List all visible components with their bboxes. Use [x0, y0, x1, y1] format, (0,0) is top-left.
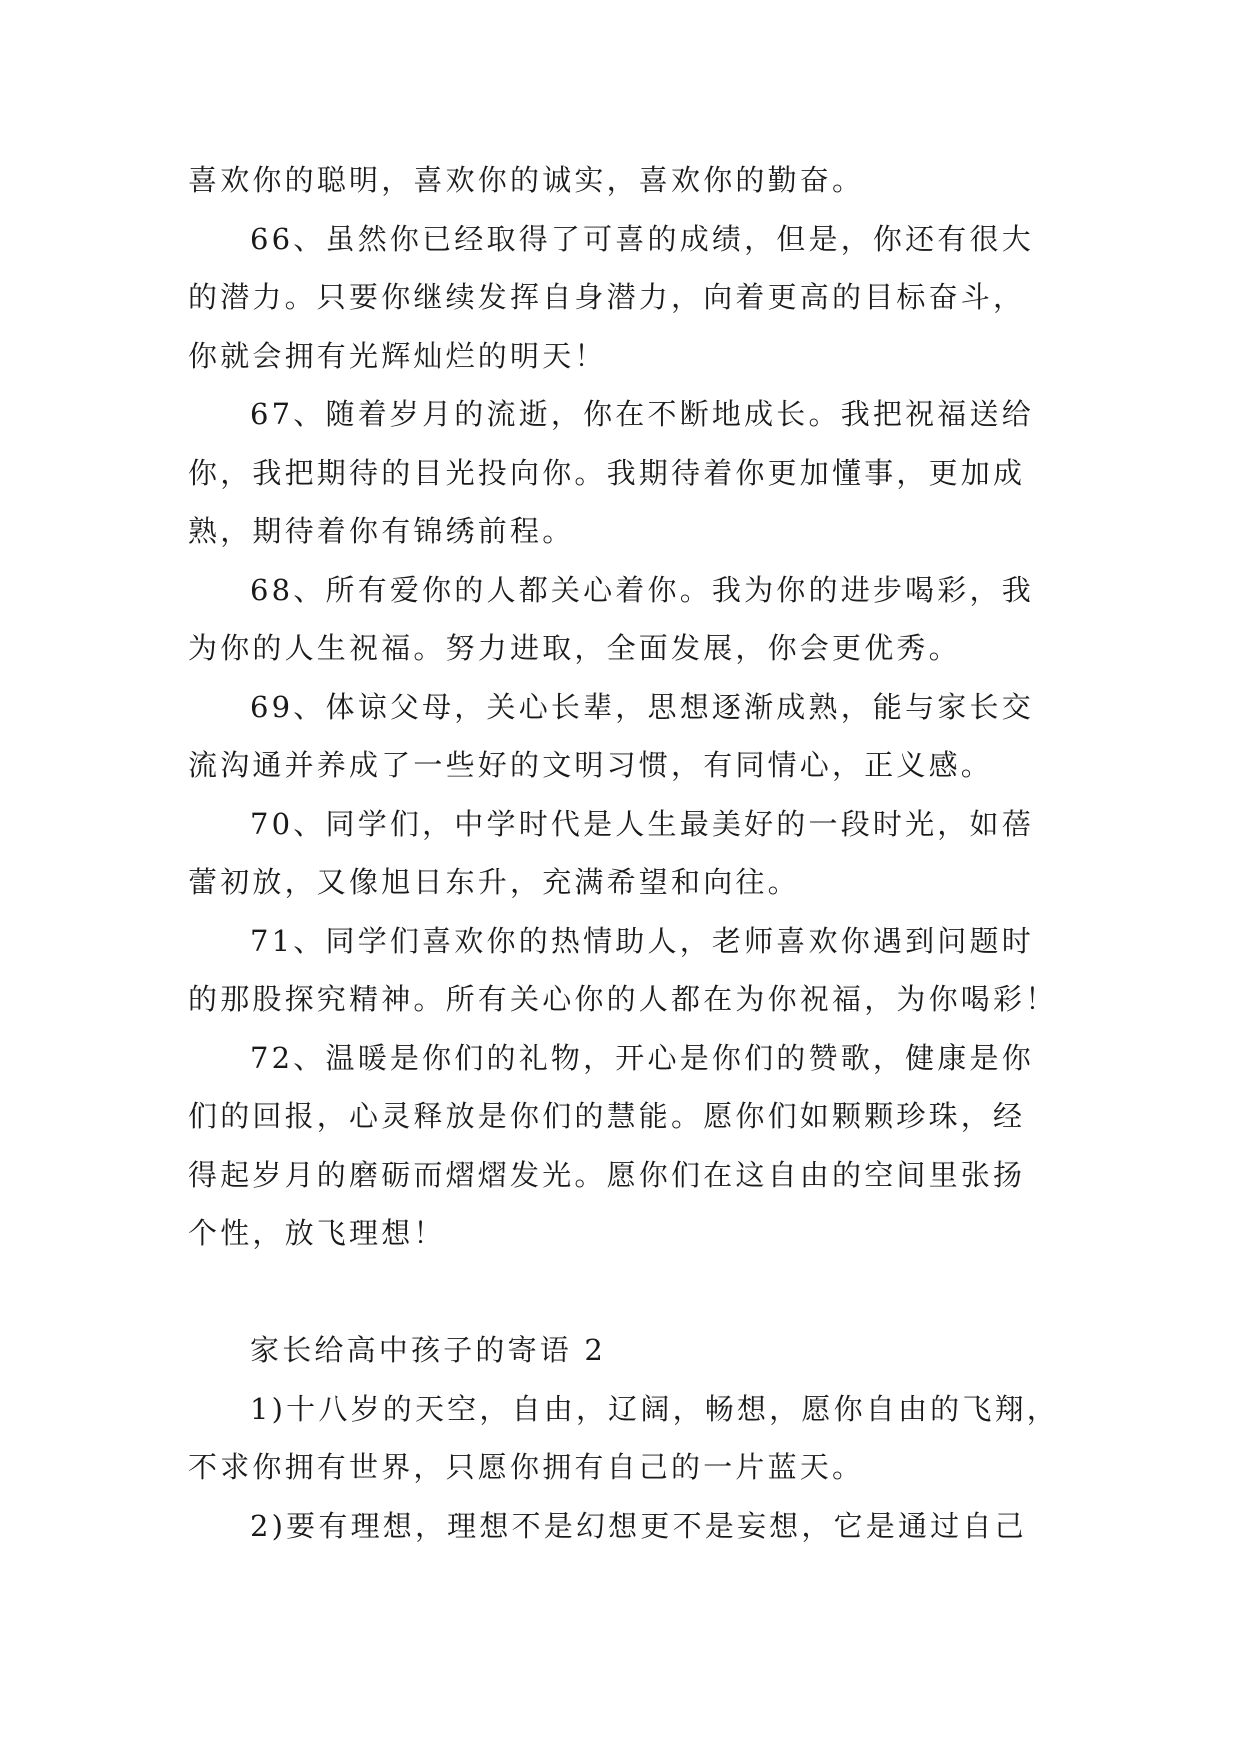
- item-66-line-1: 66、虽然你已经取得了可喜的成绩，但是，你还有很大: [250, 221, 1034, 256]
- section-item-1-line-2: 不求你拥有世界，只愿你拥有自己的一片蓝天。: [188, 1450, 865, 1484]
- item-70-line-1: 70、同学们，中学时代是人生最美好的一段时光，如蓓: [250, 806, 1034, 841]
- item-66-line-2: 的潜力。只要你继续发挥自身潜力，向着更高的目标奋斗，: [188, 280, 1026, 314]
- item-67-line-2: 你，我把期待的目光投向你。我期待着你更加懂事，更加成: [188, 455, 1026, 490]
- item-72-line-3: 得起岁月的磨砺而熠熠发光。愿你们在这自由的空间里张扬: [188, 1157, 1026, 1192]
- item-67-line-3: 熟，期待着你有锦绣前程。: [188, 514, 575, 548]
- item-72-line-4: 个性，放飞理想！: [188, 1216, 446, 1250]
- text-line: 喜欢你的聪明，喜欢你的诚实，喜欢你的勤奋。: [188, 163, 865, 197]
- section-item-1-line-1: 1)十八岁的天空，自由，辽阔，畅想，愿你自由的飞翔，: [250, 1391, 1059, 1426]
- section-item-2-line-1: 2)要有理想，理想不是幻想更不是妄想，它是通过自己: [250, 1508, 1027, 1543]
- item-68-line-1: 68、所有爱你的人都关心着你。我为你的进步喝彩，我: [250, 572, 1034, 607]
- item-70-line-2: 蕾初放，又像旭日东升，充满希望和向往。: [188, 865, 800, 899]
- document-body: [188, 151, 1059, 1555]
- item-72-line-2: 们的回报，心灵释放是你们的慧能。愿你们如颗颗珍珠，经: [188, 1099, 1026, 1133]
- item-71-line-1: 71、同学们喜欢你的热情助人，老师喜欢你遇到问题时: [250, 923, 1034, 958]
- item-67-line-1: 67、随着岁月的流逝，你在不断地成长。我把祝福送给: [250, 397, 1034, 431]
- item-69-line-1: 69、体谅父母，关心长辈，思想逐渐成熟，能与家长交: [250, 689, 1034, 724]
- item-66-line-3: 你就会拥有光辉灿烂的明天！: [188, 338, 607, 373]
- item-71-line-2: 的那股探究精神。所有关心你的人都在为你祝福，为你喝彩！: [188, 982, 1058, 1016]
- section-spacer: [188, 1263, 1056, 1322]
- item-69-line-2: 流沟通并养成了一些好的文明习惯，有同情心，正义感。: [188, 748, 994, 782]
- item-72-line-1: 72、温暖是你们的礼物，开心是你们的赞歌，健康是你: [250, 1040, 1034, 1075]
- item-68-line-2: 为你的人生祝福。努力进取，全面发展，你会更优秀。: [188, 631, 961, 665]
- section-title: 家长给高中孩子的寄语 2: [250, 1333, 607, 1367]
